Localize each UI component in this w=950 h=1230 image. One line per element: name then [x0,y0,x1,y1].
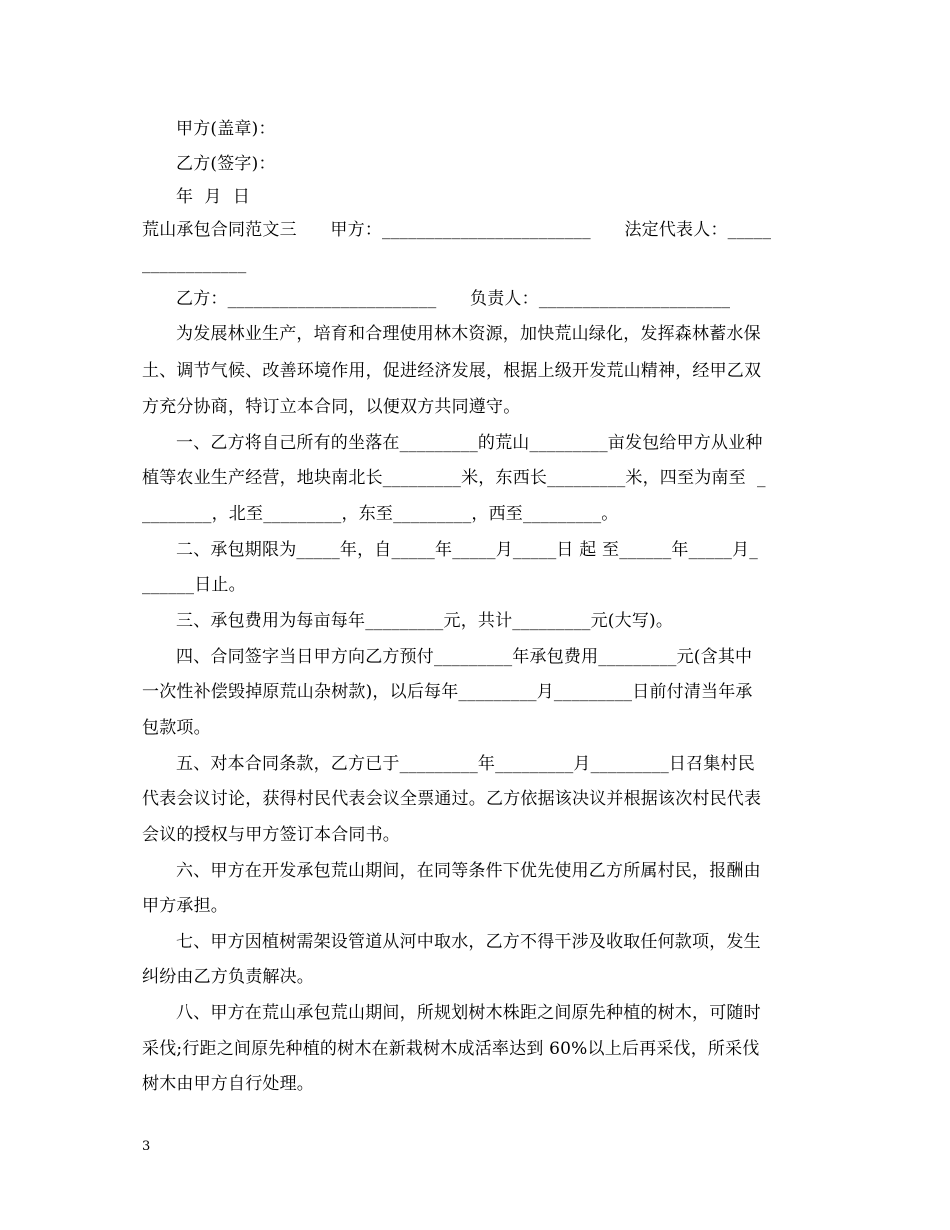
doc-line: 一次性补偿毁掉原荒山杂树款)，以后每年_________月_________日前付清当年承 [142,682,753,702]
doc-line: 三、承包费用为每亩每年_________元，共计_________元(大写)。 [176,611,674,631]
doc-line: 会议的授权与甲方签订本合同书。 [142,825,400,845]
doc-line: 甲方(盖章)： [176,119,276,139]
doc-line: ____________ [142,254,247,274]
doc-line: 五、对本合同条款，乙方已于_________年_________月_________日召集村民 [176,754,755,774]
doc-line: 乙方：________________________ 负责人：______________________ [176,289,731,309]
doc-line: 代表会议讨论，获得村民代表会议全票通过。乙方依据该决议并根据该次村民代表 [142,789,762,809]
doc-line: 四、合同签字当日甲方向乙方预付_________年承包费用_________元(含其中 [176,647,753,667]
doc-line: 六、甲方在开发承包荒山期间，在同等条件下优先使用乙方所属村民，报酬由 [176,861,761,881]
doc-line: 植等农业生产经营，地块南北长_________米，东西长_________米，四至为南至 _ [142,468,766,488]
doc-line: 八、甲方在荒山承包荒山期间，所规划树木株距之间原先种植的树木，可随时 [176,1003,761,1023]
doc-line: 树木由甲方自行处理。 [142,1074,314,1094]
doc-line: 采伐;行距之间原先种植的树木在新栽树木成活率达到 60%以上后再采伐，所采伐 [142,1039,760,1059]
doc-line: 为发展林业生产，培育和合理使用林木资源，加快荒山绿化，发挥森林蓄水保 [176,324,761,344]
doc-line: 年 月 日 [176,187,251,207]
doc-line: 乙方(签字)： [176,154,276,174]
doc-line: ________，北至_________，东至_________，西至_________。 [142,504,619,524]
doc-line: 方充分协商，特订立本合同，以便双方共同遵守。 [142,397,521,417]
page-number: 3 [142,1139,151,1154]
doc-line: 七、甲方因植树需架设管道从河中取水，乙方不得干涉及收取任何款项，发生 [176,932,761,952]
doc-line: 一、乙方将自己所有的坐落在_________的荒山_________亩发包给甲方从业种 [176,433,763,453]
doc-line: 包款项。 [142,718,211,738]
doc-line: 荒山承包合同范文三 甲方：________________________ 法定代表人：_____ [142,220,772,240]
doc-line: 甲方承担。 [142,896,228,916]
doc-line: 土、调节气候、改善环境作用，促进经济发展，根据上级开发荒山精神，经甲乙双 [142,361,762,381]
doc-line: 纠纷由乙方负责解决。 [142,967,314,987]
doc-line: 二、承包期限为_____年，自_____年_____月_____日 起 至______年_____月_ [176,540,759,560]
doc-line: ______日止。 [142,575,246,595]
